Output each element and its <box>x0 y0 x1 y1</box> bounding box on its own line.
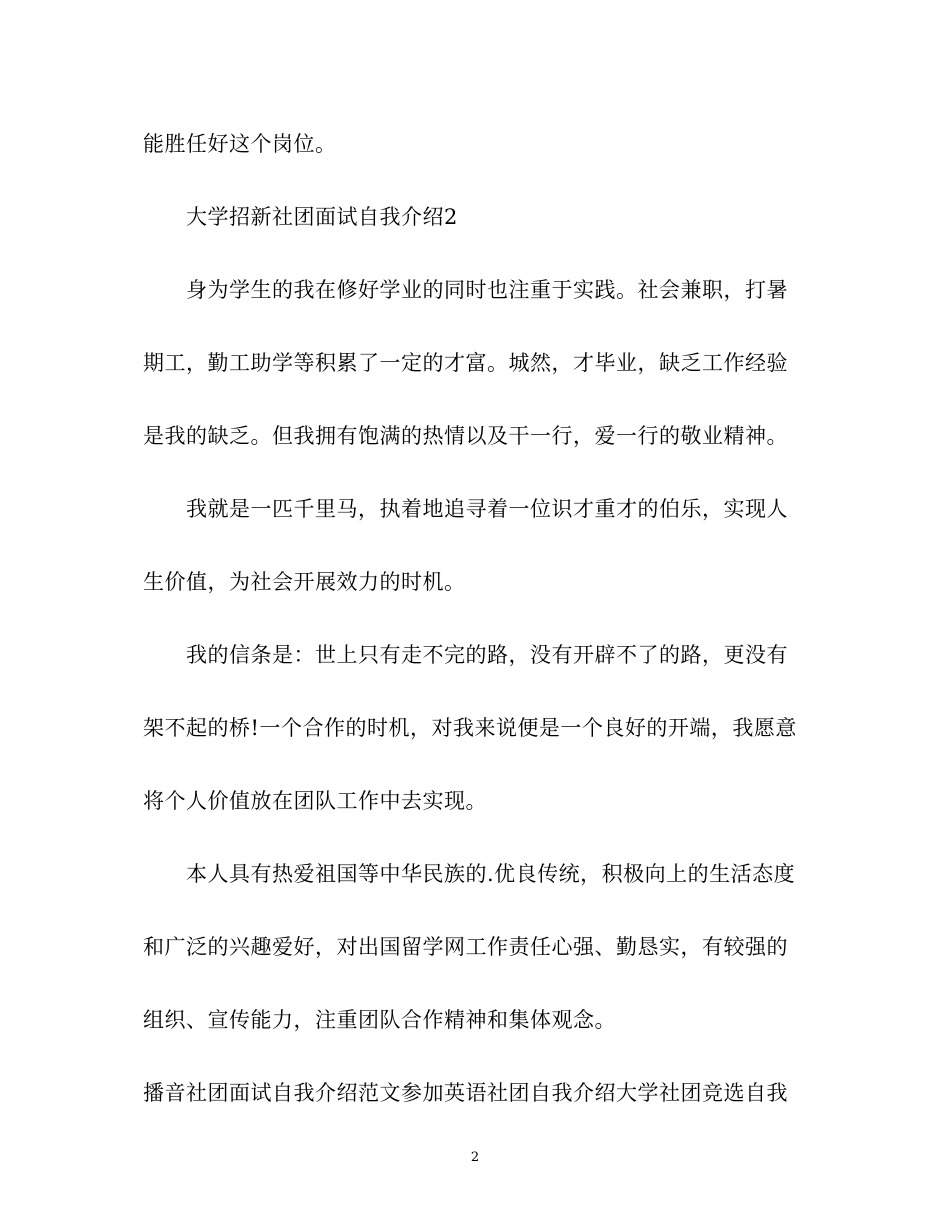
text-line-3: 身为学生的我在修好学业的同时也注重于实践。社会兼职，打暑 <box>186 278 788 302</box>
text-line-7: 生价值，为社会开展效力的时机。 <box>143 570 466 594</box>
text-line-12: 和广泛的兴趣爱好，对出国留学网工作责任心强、勤恳实，有较强的 <box>143 935 788 959</box>
text-line-14: 播音社团面试自我介绍范文参加英语社团自我介绍大学社团竞选自我 <box>143 1081 788 1105</box>
text-line-5: 是我的缺乏。但我拥有饱满的热情以及干一行，爱一行的敬业精神。 <box>143 424 788 448</box>
text-line-8: 我的信条是：世上只有走不完的路，没有开辟不了的路，更没有 <box>186 643 788 667</box>
section-heading: 大学招新社团面试自我介绍2 <box>186 205 458 229</box>
text-line-6: 我就是一匹千里马，执着地追寻着一位识才重才的伯乐，实现人 <box>186 497 788 521</box>
text-line-10: 将个人价值放在团队工作中去实现。 <box>143 789 487 813</box>
text-line-9: 架不起的桥!一个合作的时机，对我来说便是一个良好的开端，我愿意 <box>143 716 797 740</box>
text-line-11: 本人具有热爱祖国等中华民族的.优良传统，积极向上的生活态度 <box>186 862 796 886</box>
text-line-13: 组织、宣传能力，注重团队合作精神和集体观念。 <box>143 1008 616 1032</box>
text-line-1: 能胜任好这个岗位。 <box>143 132 337 156</box>
text-line-4: 期工，勤工助学等积累了一定的才富。城然，才毕业，缺乏工作经验 <box>143 351 788 375</box>
page-number: 2 <box>470 1150 480 1165</box>
